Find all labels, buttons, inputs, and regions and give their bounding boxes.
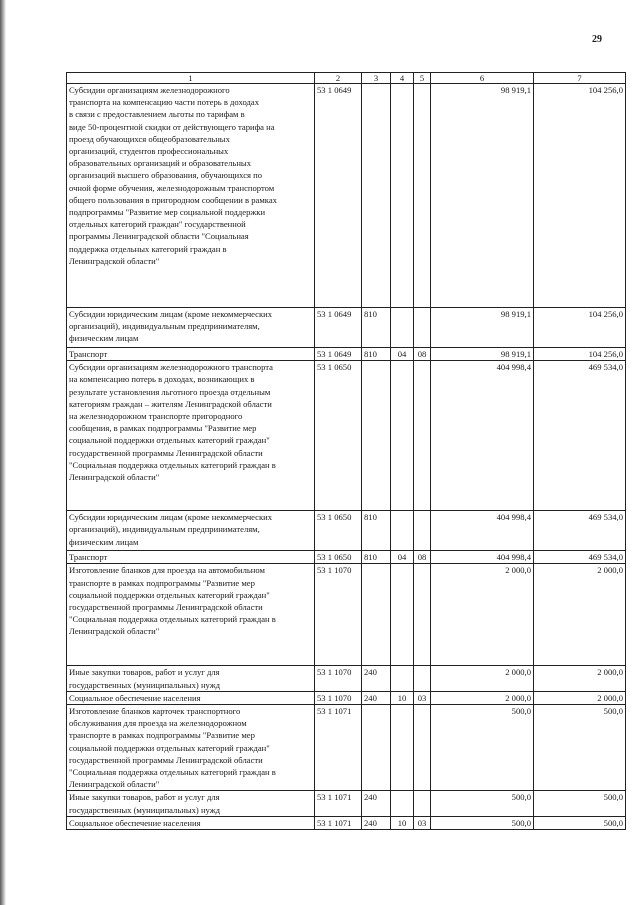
section-code: [391, 84, 414, 308]
table-row: [67, 84, 626, 308]
subsection-code: [414, 84, 431, 308]
target-article-code: 53 1 1071: [315, 791, 362, 816]
description-line: физическим лицам: [69, 333, 139, 344]
amount-year-2: 500,0: [534, 791, 626, 816]
description-line: Иные закупки товаров, работ и услуг для: [69, 792, 220, 803]
section-code: [391, 666, 414, 691]
description-line: общего пользования в пригородном сообщении в рамках: [69, 194, 277, 205]
description-line: "Социальная поддержка отдельных категорий граждан в: [69, 459, 276, 470]
table-row: [67, 816, 626, 829]
expense-type-code: [362, 705, 391, 791]
description-line: Ленинградской области": [69, 626, 160, 637]
description-line: организаций), индивидуальным предпринимателям,: [69, 524, 260, 535]
subsection-code: 08: [414, 551, 431, 564]
amount-year-1: 2 000,0: [431, 691, 534, 704]
expense-type-code: 810: [362, 551, 391, 564]
column-header: 4: [391, 73, 414, 84]
table-row: [67, 308, 626, 348]
expense-type-code: 810: [362, 511, 391, 551]
subsection-code: 03: [414, 816, 431, 829]
subsection-code: [414, 511, 431, 551]
row-description: [67, 84, 315, 308]
amount-year-2: 104 256,0: [534, 308, 626, 348]
description-line: обслуживания для проезда на железнодорожном: [69, 718, 247, 729]
description-line: категориям граждан – жителям Ленинградской области: [69, 398, 272, 409]
description-line: на компенсацию потерь в доходах, возникающих в: [69, 374, 255, 385]
description-line: транспорта на компенсацию части потерь в доходах: [69, 97, 260, 108]
scan-edge-shadow: [0, 0, 6, 905]
amount-year-1: 98 919,1: [431, 84, 534, 308]
table-row: [67, 791, 626, 816]
subsection-code: [414, 361, 431, 511]
description-line: Изготовление бланков для проезда на автомобильном: [69, 565, 265, 576]
section-code: [391, 511, 414, 551]
description-line: поддержка отдельных категорий граждан в: [69, 243, 227, 254]
description-line: "Социальная поддержка отдельных категорий граждан в: [69, 614, 276, 625]
column-header: 2: [315, 73, 362, 84]
description-line: государственной программы Ленинградской области: [69, 754, 263, 765]
section-code: [391, 308, 414, 348]
description-line: "Социальная поддержка отдельных категорий граждан в: [69, 767, 276, 778]
row-description: [67, 564, 315, 666]
description-line: Изготовление бланков карточек транспортного: [69, 706, 241, 717]
description-line: Социальное обеспечение населения: [69, 692, 201, 703]
amount-year-1: 2 000,0: [431, 666, 534, 691]
target-article-code: 53 1 1070: [315, 691, 362, 704]
description-line: организаций), индивидуальным предпринимателям,: [69, 321, 260, 332]
description-line: Субсидии организациям железнодорожного: [69, 85, 230, 95]
target-article-code: 53 1 1070: [315, 666, 362, 691]
table-header-row: [67, 73, 626, 84]
description-line: на железнодорожном транспорте пригородного: [69, 411, 243, 422]
description-line: физическим лицам: [69, 536, 139, 547]
amount-year-1: 98 919,1: [431, 348, 534, 361]
table-row: [67, 705, 626, 791]
description-line: результате установления льготного проезда отдельным: [69, 386, 271, 397]
table-row: [67, 551, 626, 564]
amount-year-1: 404 998,4: [431, 361, 534, 511]
row-description: [67, 691, 315, 704]
row-description: [67, 666, 315, 691]
description-line: социальной поддержки отдельных категорий граждан": [69, 742, 270, 753]
amount-year-2: 104 256,0: [534, 84, 626, 308]
target-article-code: 53 1 0650: [315, 551, 362, 564]
amount-year-2: 469 534,0: [534, 361, 626, 511]
amount-year-2: 469 534,0: [534, 511, 626, 551]
subsection-code: [414, 791, 431, 816]
row-description: [67, 551, 315, 564]
expense-type-code: 810: [362, 308, 391, 348]
expense-type-code: 240: [362, 791, 391, 816]
amount-year-1: 500,0: [431, 816, 534, 829]
description-line: транспорте в рамках подпрограммы "Развитие мер: [69, 577, 255, 588]
description-line: государственных (муниципальных) нужд: [69, 804, 221, 815]
description-line: государственной программы Ленинградской области: [69, 447, 263, 458]
target-article-code: 53 1 0649: [315, 84, 362, 308]
subsection-code: 08: [414, 348, 431, 361]
section-code: [391, 564, 414, 666]
amount-year-2: 500,0: [534, 816, 626, 829]
description-line: социальной поддержки отдельных категорий граждан": [69, 589, 270, 600]
column-header: 6: [431, 73, 534, 84]
description-line: проезд обучающихся общеобразовательных: [69, 133, 230, 144]
description-line: Ленинградской области": [69, 472, 160, 483]
column-header: 1: [67, 73, 315, 84]
amount-year-1: 404 998,4: [431, 551, 534, 564]
amount-year-2: 104 256,0: [534, 348, 626, 361]
budget-table: [66, 72, 626, 830]
description-line: виде 50-процентной скидки от действующего тарифа на: [69, 121, 275, 132]
expense-type-code: 240: [362, 666, 391, 691]
expense-type-code: 240: [362, 691, 391, 704]
row-description: [67, 816, 315, 829]
description-line: Иные закупки товаров, работ и услуг для: [69, 667, 220, 678]
description-line: государственных (муниципальных) нужд: [69, 679, 221, 690]
description-line: социальной поддержки отдельных категорий граждан": [69, 435, 270, 446]
amount-year-1: 500,0: [431, 705, 534, 791]
amount-year-1: 98 919,1: [431, 308, 534, 348]
amount-year-2: 469 534,0: [534, 551, 626, 564]
target-article-code: 53 1 0650: [315, 361, 362, 511]
table-row: [67, 511, 626, 551]
description-line: Ленинградской области": [69, 779, 160, 790]
page-number: 29: [592, 34, 602, 45]
section-code: [391, 791, 414, 816]
section-code: 10: [391, 691, 414, 704]
description-line: сообщения, в рамках подпрограммы "Развитие мер: [69, 423, 257, 434]
description-line: в связи с предоставлением льготы по тарифам в: [69, 109, 245, 120]
amount-year-1: 500,0: [431, 791, 534, 816]
table-row: [67, 691, 626, 704]
target-article-code: 53 1 0650: [315, 511, 362, 551]
row-description: [67, 348, 315, 361]
subsection-code: [414, 564, 431, 666]
section-code: 04: [391, 348, 414, 361]
description-line: очной форме обучения, железнодорожным транспортом: [69, 182, 275, 193]
column-header: 3: [362, 73, 391, 84]
subsection-code: [414, 666, 431, 691]
row-description: [67, 511, 315, 551]
column-header: 7: [534, 73, 626, 84]
subsection-code: 03: [414, 691, 431, 704]
table-row: [67, 666, 626, 691]
amount-year-2: 500,0: [534, 705, 626, 791]
target-article-code: 53 1 0649: [315, 348, 362, 361]
target-article-code: 53 1 1070: [315, 564, 362, 666]
description-line: организаций, студентов профессиональных: [69, 146, 229, 157]
expense-type-code: 810: [362, 348, 391, 361]
expense-type-code: [362, 361, 391, 511]
description-line: Ленинградской области": [69, 255, 160, 266]
amount-year-1: 404 998,4: [431, 511, 534, 551]
description-line: подпрограммы "Развитие мер социальной поддержки: [69, 207, 266, 218]
description-line: Субсидии организациям железнодорожного транспорта: [69, 362, 273, 373]
description-line: Субсидии юридическим лицам (кроме некоммерческих: [69, 309, 273, 319]
amount-year-2: 2 000,0: [534, 564, 626, 666]
amount-year-2: 2 000,0: [534, 666, 626, 691]
description-line: Социальное обеспечение населения: [69, 817, 201, 828]
row-description: [67, 308, 315, 348]
description-line: образовательных организаций и образовательных: [69, 158, 251, 169]
table-row: [67, 564, 626, 666]
target-article-code: 53 1 1071: [315, 816, 362, 829]
description-line: организаций высшего образования, обучающихся по: [69, 170, 263, 181]
description-line: Субсидии юридическим лицам (кроме некоммерческих: [69, 512, 273, 523]
target-article-code: 53 1 0649: [315, 308, 362, 348]
description-line: программы Ленинградской области "Социальная: [69, 231, 249, 242]
subsection-code: [414, 308, 431, 348]
section-code: 10: [391, 816, 414, 829]
description-line: государственной программы Ленинградской области: [69, 602, 263, 613]
table-row: [67, 361, 626, 511]
amount-year-2: 2 000,0: [534, 691, 626, 704]
row-description: [67, 705, 315, 791]
subsection-code: [414, 705, 431, 791]
description-line: Транспорт: [69, 552, 108, 563]
expense-type-code: 240: [362, 816, 391, 829]
expense-type-code: [362, 84, 391, 308]
section-code: [391, 361, 414, 511]
amount-year-1: 2 000,0: [431, 564, 534, 666]
description-line: Транспорт: [69, 349, 108, 359]
target-article-code: 53 1 1071: [315, 705, 362, 791]
section-code: [391, 705, 414, 791]
section-code: 04: [391, 551, 414, 564]
expense-type-code: [362, 564, 391, 666]
description-line: отдельных категорий граждан" государственной: [69, 219, 246, 230]
row-description: [67, 361, 315, 511]
column-header: 5: [414, 73, 431, 84]
row-description: [67, 791, 315, 816]
description-line: транспорте в рамках подпрограммы "Развитие мер: [69, 730, 255, 741]
table-row: [67, 348, 626, 361]
